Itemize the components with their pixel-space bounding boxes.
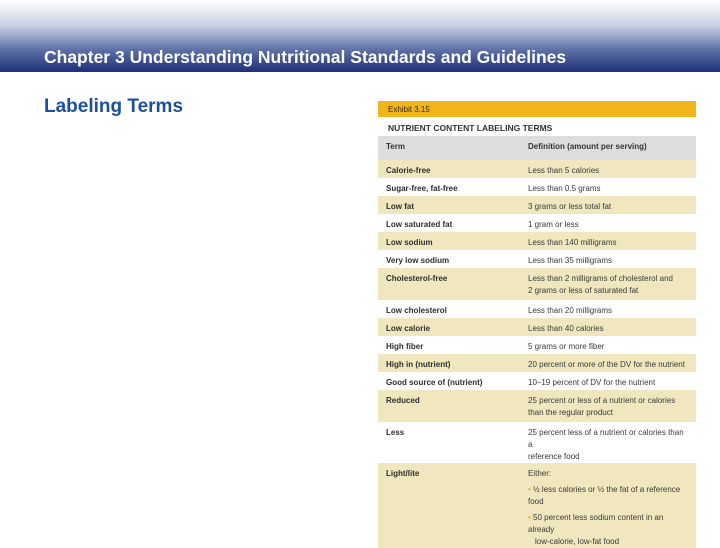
definition-cell	[520, 318, 696, 336]
term-cell: Calorie-free	[378, 160, 520, 178]
definition-cell	[520, 463, 696, 548]
definition-cell	[520, 232, 696, 250]
table-row	[378, 196, 696, 214]
definition-line: Less than 5 calories	[528, 166, 600, 175]
labeling-terms-table	[378, 136, 696, 548]
table-row	[378, 268, 696, 300]
term-cell: Less	[378, 422, 520, 463]
term-cell: Low sodium	[378, 232, 520, 250]
definition-bullet-line	[528, 536, 690, 548]
term-cell: Low fat	[378, 196, 520, 214]
definition-bullet-line	[528, 512, 690, 536]
definition-line: 10–19 percent of DV for the nutrient	[528, 378, 656, 387]
table-row	[378, 336, 696, 354]
term-cell: Low calorie	[378, 318, 520, 336]
table-body	[378, 160, 696, 548]
table-row	[378, 232, 696, 250]
term-cell: High in (nutrient)	[378, 354, 520, 372]
term-cell: Light/lite	[378, 463, 520, 548]
bullet-icon: •	[528, 513, 534, 522]
definition-line: than the regular product	[528, 408, 613, 417]
table-row	[378, 422, 696, 463]
definition-line: 5 grams or more fiber	[528, 342, 605, 351]
definition-cell	[520, 422, 696, 463]
slide-subtitle: Labeling Terms	[44, 96, 184, 117]
definition-bullet-line	[528, 484, 690, 508]
definition-line: Less than 40 calories	[528, 324, 604, 333]
definition-cell	[520, 354, 696, 372]
term-cell: Low saturated fat	[378, 214, 520, 232]
exhibit-table-figure	[378, 101, 696, 548]
definition-line: 3 grams or less total fat	[528, 202, 612, 211]
definition-cell	[520, 372, 696, 390]
bullet-text: ½ less calories or ½ the fat of a reference food	[528, 485, 681, 506]
definition-line: 25 percent or less of a nutrient or calories	[528, 396, 676, 405]
definition-cell	[520, 214, 696, 232]
column-header-term: Term	[378, 136, 520, 160]
exhibit-label: Exhibit 3.15	[388, 104, 430, 114]
term-cell: Reduced	[378, 390, 520, 422]
definition-cell	[520, 336, 696, 354]
definition-cell	[520, 250, 696, 268]
definition-cell	[520, 390, 696, 422]
definition-line: 1 gram or less	[528, 220, 579, 229]
table-row	[378, 178, 696, 196]
term-cell: Sugar-free, fat-free	[378, 178, 520, 196]
table-row	[378, 372, 696, 390]
table-row	[378, 390, 696, 422]
table-row	[378, 463, 696, 548]
definition-cell	[520, 160, 696, 178]
definition-line: 20 percent or more of the DV for the nutrient	[528, 360, 685, 369]
table-row	[378, 214, 696, 232]
table-row	[378, 250, 696, 268]
chapter-title: Chapter 3 Understanding Nutritional Standards and Guidelines	[44, 47, 567, 67]
definition-line: reference food	[528, 452, 580, 461]
term-cell: Low cholesterol	[378, 300, 520, 318]
exhibit-caption: NUTRIENT CONTENT LABELING TERMS	[388, 123, 553, 133]
definition-line: 2 grams or less of saturated fat	[528, 286, 639, 295]
bullet-icon: •	[528, 485, 534, 494]
definition-cell	[520, 300, 696, 318]
definition-line: Either:	[528, 469, 552, 478]
definition-cell	[520, 268, 696, 300]
term-cell: Very low sodium	[378, 250, 520, 268]
definition-line: 25 percent less of a nutrient or calories than a	[528, 428, 684, 449]
table-header-row	[378, 136, 696, 160]
definition-line: Less than 0.5 grams	[528, 184, 601, 193]
term-cell: Good source of (nutrient)	[378, 372, 520, 390]
definition-cell	[520, 196, 696, 214]
table-row	[378, 354, 696, 372]
table-row	[378, 160, 696, 178]
definition-cell	[520, 178, 696, 196]
column-header-definition: Definition (amount per serving)	[520, 136, 696, 160]
definition-line: Less than 35 milligrams	[528, 256, 613, 265]
definition-line: Less than 140 milligrams	[528, 238, 617, 247]
term-cell: High fiber	[378, 336, 520, 354]
bullet-text: low-calorie, low-fat food	[535, 537, 620, 546]
definition-line: Less than 20 milligrams	[528, 306, 613, 315]
term-cell: Cholesterol-free	[378, 268, 520, 300]
exhibit-label-bar	[378, 101, 696, 117]
table-row	[378, 318, 696, 336]
table-row	[378, 300, 696, 318]
bullet-text: 50 percent less sodium content in an already	[528, 513, 664, 534]
definition-line: Less than 2 milligrams of cholesterol and	[528, 274, 673, 283]
